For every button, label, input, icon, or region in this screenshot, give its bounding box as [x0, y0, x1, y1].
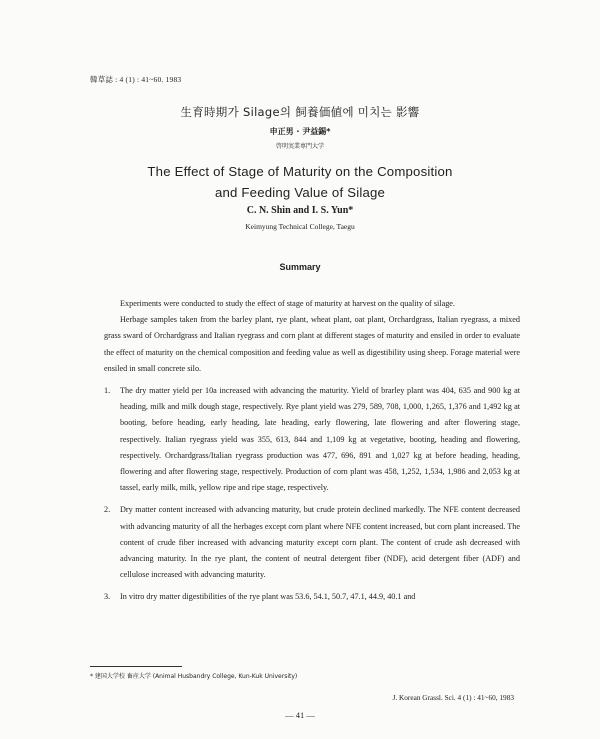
korean-affiliation: 啓明実業専門大学 [275, 143, 324, 150]
finding-item [104, 502, 520, 583]
korean-authors: 申正男 · 尹益錫* [269, 127, 331, 136]
finding-number: 3. [104, 592, 111, 602]
finding-item [104, 383, 520, 496]
page-number: — 41 — [285, 710, 315, 720]
finding-text: In vitro dry matter digestibilities of the rye plant was 53.6, 54.1, 50.7, 47.1, 44.9, 40.1 and [120, 592, 416, 602]
english-title-line-2: and Feeding Value of Silage [214, 185, 386, 200]
header-citation: 韓草誌 : 4 (1) : 41~60. 1983 [90, 75, 182, 84]
summary-body [104, 296, 520, 606]
summary-heading: Summary [279, 262, 321, 272]
summary-intro-paragraph-2: Herbage samples taken from the barley plant, rye plant, wheat plant, oat plant, Orchardgrass, Italian ryegrass, a mixed grass sward of Orchardgrass and Italian ryegrass and corn plant at different stages of maturity and ensiled in order to evaluate the effect of maturity on the chemical composition and feeding value as well as digestibility using sheep. Forage material were ensiled in small concrete silo. [104, 315, 520, 373]
summary-intro-paragraph-1: Experiments were conducted to study the effect of stage of maturity at harvest on the quality of silage. [120, 299, 455, 308]
english-affiliation: Keimyung Technical College, Taegu [245, 222, 355, 231]
findings-list [104, 383, 520, 606]
finding-item [104, 589, 520, 605]
korean-title: 生育時期가 Silage의 飼養価値에 미치는 影響 [180, 105, 420, 119]
finding-text: Dry matter content increased with advancing maturity, but crude protein declined markedly. The NFE content decreased with advancing maturity of all the herbages except corn plant where NFE content increased, but corn plant increased. The content of crude fiber increased with advancing maturity except corn plant. The content of crude ash decreased with advancing maturity. In the rye plant, the content of neutral detergent fiber (NDF), acid detergent fiber (ADF) and cellulose increased with advancing maturity. [120, 505, 520, 580]
finding-number: 1. [104, 386, 111, 396]
english-title-line-1: The Effect of Stage of Maturity on the Composition [147, 164, 453, 179]
english-title [0, 161, 600, 203]
finding-text: The dry matter yield per 10a increased with advancing the maturity. Yield of brarley plant was 404, 635 and 900 kg at heading, milk and milk dough stage, respectively. Rye plant yield was 279, 589, 708, 1,000, 1,265, 1,376 and 1,492 kg at booting, before heading, early heading, late heading, early flowering, late flowering and after flowering stage, respectively. Italian ryegrass yield was 355, 613, 844 and 1,109 kg at vegetative, booting, heading and flowering, respectively. Orchardgrass/Italian ryegrass production was 477, 696, 891 and 1,027 kg at before heading, heading, flowering and after flowering stage, respectively. Production of corn plant was 458, 1,252, 1,534, 1,986 and 2,053 kg at tassel, early milk, milk, yellow ripe and ripe stage, respectively. [120, 386, 520, 493]
journal-reference: J. Korean Grassl. Sci. 4 (1) : 41~60, 1983 [392, 693, 514, 702]
footnote-divider [90, 666, 182, 667]
finding-number: 2. [104, 505, 111, 515]
footnote: * 建国大学校 畜産大学 (Animal Husbandry College, Kun-Kuk University) [90, 673, 298, 680]
english-authors: C. N. Shin and I. S. Yun* [246, 205, 354, 216]
